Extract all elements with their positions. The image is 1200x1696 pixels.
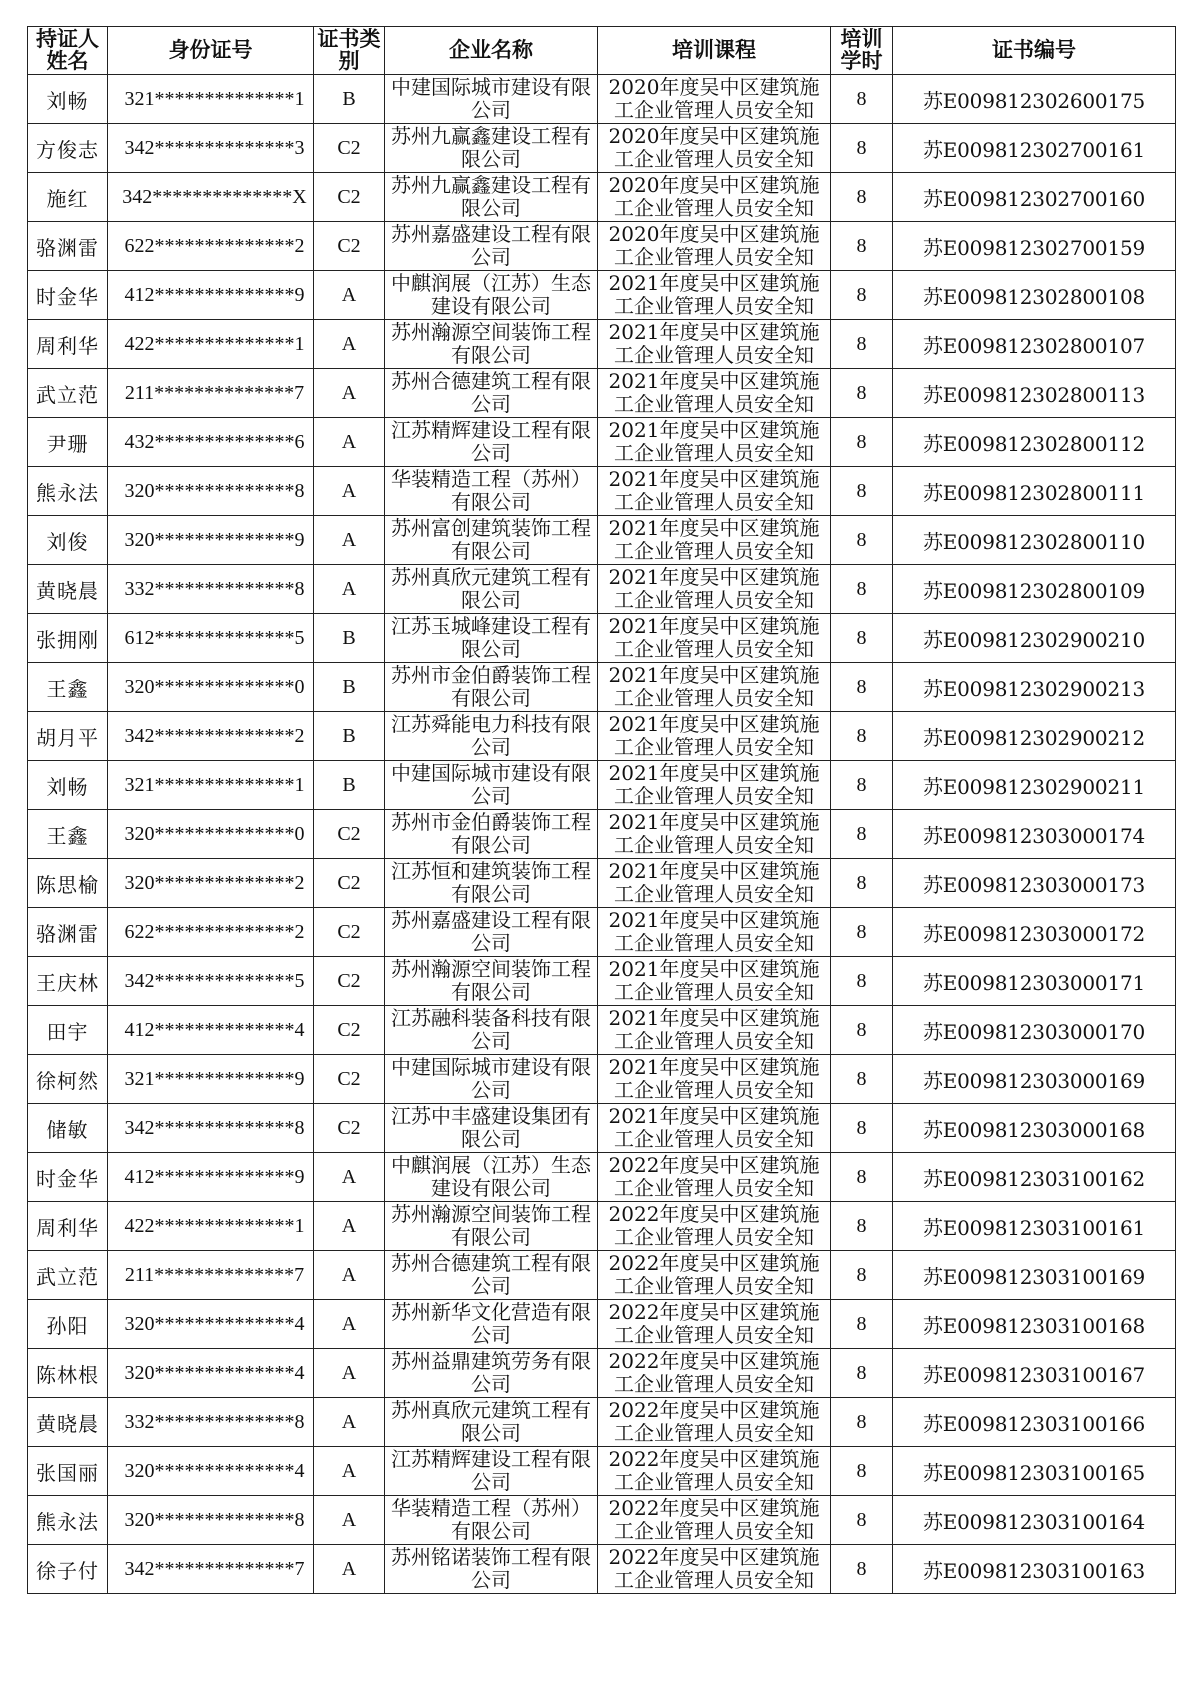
holder-name-cell: 徐柯然 (28, 1055, 108, 1104)
table-row (28, 1349, 1176, 1398)
holder-name-cell: 尹珊 (28, 418, 108, 467)
holder-name-cell: 陈思榆 (28, 859, 108, 908)
table-row (28, 810, 1176, 859)
course-cell: 2020年度吴中区建筑施工企业管理人员安全知 (598, 75, 831, 124)
table-row (28, 1104, 1176, 1153)
header-course: 培训课程 (598, 27, 831, 75)
company-cell: 华装精造工程（苏州）有限公司 (385, 467, 598, 516)
id-number-cell: 320**************2 (108, 859, 314, 908)
cert-number-cell: 苏E009812303100165 (893, 1447, 1176, 1496)
holder-name-cell: 熊永法 (28, 467, 108, 516)
id-number-cell: 321**************1 (108, 761, 314, 810)
company-cell: 苏州真欣元建筑工程有限公司 (385, 565, 598, 614)
course-cell: 2021年度吴中区建筑施工企业管理人员安全知 (598, 614, 831, 663)
table-row (28, 418, 1176, 467)
holder-name-cell: 熊永法 (28, 1496, 108, 1545)
holder-name-cell: 田宇 (28, 1006, 108, 1055)
holder-name-cell: 王鑫 (28, 663, 108, 712)
company-cell: 江苏舜能电力科技有限公司 (385, 712, 598, 761)
table-row (28, 614, 1176, 663)
id-number-cell: 622**************2 (108, 222, 314, 271)
header-company: 企业名称 (385, 27, 598, 75)
id-number-cell: 432**************6 (108, 418, 314, 467)
course-cell: 2021年度吴中区建筑施工企业管理人员安全知 (598, 761, 831, 810)
hours-cell: 8 (831, 1104, 893, 1153)
id-number-cell: 320**************4 (108, 1349, 314, 1398)
certificate-table (27, 26, 1176, 1594)
cert-number-cell: 苏E009812303000170 (893, 1006, 1176, 1055)
company-cell: 江苏恒和建筑装饰工程有限公司 (385, 859, 598, 908)
table-row (28, 565, 1176, 614)
hours-cell: 8 (831, 1496, 893, 1545)
company-cell: 苏州富创建筑装饰工程有限公司 (385, 516, 598, 565)
company-cell: 中建国际城市建设有限公司 (385, 761, 598, 810)
hours-cell: 8 (831, 761, 893, 810)
hours-cell: 8 (831, 859, 893, 908)
cert-type-cell: A (314, 1398, 385, 1447)
hours-cell: 8 (831, 271, 893, 320)
table-row (28, 859, 1176, 908)
course-cell: 2021年度吴中区建筑施工企业管理人员安全知 (598, 467, 831, 516)
table-row (28, 1545, 1176, 1594)
course-cell: 2020年度吴中区建筑施工企业管理人员安全知 (598, 222, 831, 271)
hours-cell: 8 (831, 1055, 893, 1104)
cert-type-cell: C2 (314, 908, 385, 957)
holder-name-cell: 胡月平 (28, 712, 108, 761)
header-cert-type: 证书类别 (314, 27, 385, 75)
company-cell: 苏州市金伯爵装饰工程有限公司 (385, 663, 598, 712)
id-number-cell: 320**************0 (108, 663, 314, 712)
company-cell: 江苏精辉建设工程有限公司 (385, 418, 598, 467)
holder-name-cell: 陈林根 (28, 1349, 108, 1398)
table-row (28, 1006, 1176, 1055)
hours-cell: 8 (831, 712, 893, 761)
course-cell: 2021年度吴中区建筑施工企业管理人员安全知 (598, 908, 831, 957)
id-number-cell: 320**************4 (108, 1447, 314, 1496)
cert-type-cell: A (314, 467, 385, 516)
cert-type-cell: A (314, 516, 385, 565)
cert-number-cell: 苏E009812302800112 (893, 418, 1176, 467)
company-cell: 江苏中丰盛建设集团有限公司 (385, 1104, 598, 1153)
table-row (28, 957, 1176, 1006)
holder-name-cell: 周利华 (28, 1202, 108, 1251)
id-number-cell: 321**************9 (108, 1055, 314, 1104)
id-number-cell: 321**************1 (108, 75, 314, 124)
cert-type-cell: C2 (314, 222, 385, 271)
cert-number-cell: 苏E009812303100169 (893, 1251, 1176, 1300)
table-row (28, 173, 1176, 222)
table-row (28, 1251, 1176, 1300)
cert-number-cell: 苏E009812302900210 (893, 614, 1176, 663)
holder-name-cell: 孙阳 (28, 1300, 108, 1349)
id-number-cell: 320**************8 (108, 467, 314, 516)
company-cell: 江苏融科装备科技有限公司 (385, 1006, 598, 1055)
header-hours: 培训学时 (831, 27, 893, 75)
holder-name-cell: 张拥刚 (28, 614, 108, 663)
cert-number-cell: 苏E009812303000169 (893, 1055, 1176, 1104)
id-number-cell: 332**************8 (108, 565, 314, 614)
cert-type-cell: A (314, 1545, 385, 1594)
table-row (28, 467, 1176, 516)
course-cell: 2021年度吴中区建筑施工企业管理人员安全知 (598, 320, 831, 369)
cert-number-cell: 苏E009812302800107 (893, 320, 1176, 369)
hours-cell: 8 (831, 1300, 893, 1349)
holder-name-cell: 时金华 (28, 1153, 108, 1202)
cert-number-cell: 苏E009812303000168 (893, 1104, 1176, 1153)
table-row (28, 271, 1176, 320)
hours-cell: 8 (831, 467, 893, 516)
hours-cell: 8 (831, 1251, 893, 1300)
header-holder-name: 持证人姓名 (28, 27, 108, 75)
cert-number-cell: 苏E009812302900213 (893, 663, 1176, 712)
id-number-cell: 412**************9 (108, 271, 314, 320)
company-cell: 苏州铭诺装饰工程有限公司 (385, 1545, 598, 1594)
cert-type-cell: B (314, 614, 385, 663)
company-cell: 苏州合德建筑工程有限公司 (385, 369, 598, 418)
course-cell: 2022年度吴中区建筑施工企业管理人员安全知 (598, 1153, 831, 1202)
holder-name-cell: 黄晓晨 (28, 1398, 108, 1447)
id-number-cell: 342**************2 (108, 712, 314, 761)
table-row (28, 1300, 1176, 1349)
holder-name-cell: 黄晓晨 (28, 565, 108, 614)
cert-type-cell: B (314, 761, 385, 810)
holder-name-cell: 刘俊 (28, 516, 108, 565)
company-cell: 苏州九赢鑫建设工程有限公司 (385, 124, 598, 173)
table-row (28, 908, 1176, 957)
table-body (28, 75, 1176, 1594)
header-id-number: 身份证号 (108, 27, 314, 75)
cert-type-cell: A (314, 320, 385, 369)
holder-name-cell: 方俊志 (28, 124, 108, 173)
holder-name-cell: 刘畅 (28, 761, 108, 810)
cert-type-cell: A (314, 1202, 385, 1251)
holder-name-cell: 徐子付 (28, 1545, 108, 1594)
table-row (28, 663, 1176, 712)
company-cell: 苏州市金伯爵装饰工程有限公司 (385, 810, 598, 859)
cert-number-cell: 苏E009812303100166 (893, 1398, 1176, 1447)
cert-type-cell: A (314, 1447, 385, 1496)
company-cell: 华装精造工程（苏州）有限公司 (385, 1496, 598, 1545)
cert-number-cell: 苏E009812302600175 (893, 75, 1176, 124)
id-number-cell: 422**************1 (108, 320, 314, 369)
id-number-cell: 211**************7 (108, 1251, 314, 1300)
hours-cell: 8 (831, 1398, 893, 1447)
id-number-cell: 612**************5 (108, 614, 314, 663)
course-cell: 2022年度吴中区建筑施工企业管理人员安全知 (598, 1251, 831, 1300)
id-number-cell: 342**************5 (108, 957, 314, 1006)
course-cell: 2021年度吴中区建筑施工企业管理人员安全知 (598, 516, 831, 565)
holder-name-cell: 周利华 (28, 320, 108, 369)
hours-cell: 8 (831, 320, 893, 369)
hours-cell: 8 (831, 1153, 893, 1202)
hours-cell: 8 (831, 565, 893, 614)
cert-type-cell: C2 (314, 810, 385, 859)
cert-type-cell: A (314, 418, 385, 467)
holder-name-cell: 武立范 (28, 1251, 108, 1300)
course-cell: 2021年度吴中区建筑施工企业管理人员安全知 (598, 271, 831, 320)
cert-number-cell: 苏E009812303000173 (893, 859, 1176, 908)
company-cell: 苏州瀚源空间装饰工程有限公司 (385, 1202, 598, 1251)
cert-number-cell: 苏E009812302700159 (893, 222, 1176, 271)
company-cell: 中建国际城市建设有限公司 (385, 75, 598, 124)
hours-cell: 8 (831, 908, 893, 957)
company-cell: 苏州嘉盛建设工程有限公司 (385, 222, 598, 271)
company-cell: 中麒润展（江苏）生态建设有限公司 (385, 271, 598, 320)
course-cell: 2022年度吴中区建筑施工企业管理人员安全知 (598, 1202, 831, 1251)
table-row (28, 75, 1176, 124)
hours-cell: 8 (831, 614, 893, 663)
company-cell: 江苏精辉建设工程有限公司 (385, 1447, 598, 1496)
header-cert-number: 证书编号 (893, 27, 1176, 75)
header-row (28, 27, 1176, 75)
cert-number-cell: 苏E009812302800110 (893, 516, 1176, 565)
course-cell: 2020年度吴中区建筑施工企业管理人员安全知 (598, 173, 831, 222)
cert-number-cell: 苏E009812303000171 (893, 957, 1176, 1006)
table-header (28, 27, 1176, 75)
cert-type-cell: B (314, 712, 385, 761)
hours-cell: 8 (831, 957, 893, 1006)
cert-type-cell: B (314, 663, 385, 712)
course-cell: 2021年度吴中区建筑施工企业管理人员安全知 (598, 1055, 831, 1104)
id-number-cell: 320**************9 (108, 516, 314, 565)
table-row (28, 1202, 1176, 1251)
hours-cell: 8 (831, 222, 893, 271)
company-cell: 苏州九赢鑫建设工程有限公司 (385, 173, 598, 222)
id-number-cell: 342**************7 (108, 1545, 314, 1594)
hours-cell: 8 (831, 810, 893, 859)
course-cell: 2022年度吴中区建筑施工企业管理人员安全知 (598, 1398, 831, 1447)
hours-cell: 8 (831, 124, 893, 173)
holder-name-cell: 刘畅 (28, 75, 108, 124)
cert-type-cell: C2 (314, 859, 385, 908)
company-cell: 中麒润展（江苏）生态建设有限公司 (385, 1153, 598, 1202)
holder-name-cell: 施红 (28, 173, 108, 222)
cert-number-cell: 苏E009812302800109 (893, 565, 1176, 614)
hours-cell: 8 (831, 173, 893, 222)
hours-cell: 8 (831, 1545, 893, 1594)
holder-name-cell: 骆渊雷 (28, 908, 108, 957)
id-number-cell: 320**************4 (108, 1300, 314, 1349)
hours-cell: 8 (831, 516, 893, 565)
hours-cell: 8 (831, 369, 893, 418)
course-cell: 2022年度吴中区建筑施工企业管理人员安全知 (598, 1447, 831, 1496)
course-cell: 2021年度吴中区建筑施工企业管理人员安全知 (598, 957, 831, 1006)
holder-name-cell: 时金华 (28, 271, 108, 320)
id-number-cell: 320**************8 (108, 1496, 314, 1545)
cert-type-cell: A (314, 1251, 385, 1300)
hours-cell: 8 (831, 1006, 893, 1055)
course-cell: 2021年度吴中区建筑施工企业管理人员安全知 (598, 369, 831, 418)
table-row (28, 1447, 1176, 1496)
course-cell: 2021年度吴中区建筑施工企业管理人员安全知 (598, 1104, 831, 1153)
holder-name-cell: 骆渊雷 (28, 222, 108, 271)
cert-type-cell: A (314, 271, 385, 320)
cert-type-cell: A (314, 1300, 385, 1349)
holder-name-cell: 储敏 (28, 1104, 108, 1153)
table-row (28, 712, 1176, 761)
table-row (28, 369, 1176, 418)
cert-number-cell: 苏E009812302700160 (893, 173, 1176, 222)
id-number-cell: 211**************7 (108, 369, 314, 418)
id-number-cell: 332**************8 (108, 1398, 314, 1447)
course-cell: 2022年度吴中区建筑施工企业管理人员安全知 (598, 1349, 831, 1398)
cert-number-cell: 苏E009812302800108 (893, 271, 1176, 320)
cert-type-cell: C2 (314, 1055, 385, 1104)
cert-type-cell: C2 (314, 957, 385, 1006)
table-row (28, 1153, 1176, 1202)
holder-name-cell: 张国丽 (28, 1447, 108, 1496)
course-cell: 2021年度吴中区建筑施工企业管理人员安全知 (598, 663, 831, 712)
cert-type-cell: B (314, 75, 385, 124)
course-cell: 2022年度吴中区建筑施工企业管理人员安全知 (598, 1300, 831, 1349)
company-cell: 苏州益鼎建筑劳务有限公司 (385, 1349, 598, 1398)
cert-number-cell: 苏E009812303100168 (893, 1300, 1176, 1349)
company-cell: 中建国际城市建设有限公司 (385, 1055, 598, 1104)
cert-number-cell: 苏E009812302800113 (893, 369, 1176, 418)
table-row (28, 222, 1176, 271)
cert-number-cell: 苏E009812302900212 (893, 712, 1176, 761)
table-row (28, 516, 1176, 565)
hours-cell: 8 (831, 1202, 893, 1251)
company-cell: 苏州瀚源空间装饰工程有限公司 (385, 957, 598, 1006)
cert-type-cell: C2 (314, 1006, 385, 1055)
course-cell: 2021年度吴中区建筑施工企业管理人员安全知 (598, 1006, 831, 1055)
company-cell: 苏州真欣元建筑工程有限公司 (385, 1398, 598, 1447)
cert-type-cell: C2 (314, 1104, 385, 1153)
id-number-cell: 320**************0 (108, 810, 314, 859)
id-number-cell: 342**************8 (108, 1104, 314, 1153)
hours-cell: 8 (831, 1447, 893, 1496)
id-number-cell: 422**************1 (108, 1202, 314, 1251)
cert-type-cell: A (314, 369, 385, 418)
course-cell: 2021年度吴中区建筑施工企业管理人员安全知 (598, 712, 831, 761)
course-cell: 2022年度吴中区建筑施工企业管理人员安全知 (598, 1496, 831, 1545)
cert-number-cell: 苏E009812303100163 (893, 1545, 1176, 1594)
cert-number-cell: 苏E009812303100161 (893, 1202, 1176, 1251)
company-cell: 苏州合德建筑工程有限公司 (385, 1251, 598, 1300)
cert-number-cell: 苏E009812302900211 (893, 761, 1176, 810)
hours-cell: 8 (831, 75, 893, 124)
hours-cell: 8 (831, 663, 893, 712)
id-number-cell: 622**************2 (108, 908, 314, 957)
cert-type-cell: C2 (314, 124, 385, 173)
cert-type-cell: A (314, 565, 385, 614)
course-cell: 2022年度吴中区建筑施工企业管理人员安全知 (598, 1545, 831, 1594)
cert-number-cell: 苏E009812303100167 (893, 1349, 1176, 1398)
hours-cell: 8 (831, 1349, 893, 1398)
table-row (28, 761, 1176, 810)
course-cell: 2021年度吴中区建筑施工企业管理人员安全知 (598, 565, 831, 614)
cert-type-cell: A (314, 1153, 385, 1202)
table-row (28, 124, 1176, 173)
id-number-cell: 342**************3 (108, 124, 314, 173)
cert-type-cell: A (314, 1496, 385, 1545)
id-number-cell: 412**************4 (108, 1006, 314, 1055)
cert-number-cell: 苏E009812303100164 (893, 1496, 1176, 1545)
cert-number-cell: 苏E009812303100162 (893, 1153, 1176, 1202)
course-cell: 2021年度吴中区建筑施工企业管理人员安全知 (598, 418, 831, 467)
id-number-cell: 342**************X (108, 173, 314, 222)
table-row (28, 320, 1176, 369)
table-row (28, 1398, 1176, 1447)
course-cell: 2021年度吴中区建筑施工企业管理人员安全知 (598, 810, 831, 859)
id-number-cell: 412**************9 (108, 1153, 314, 1202)
table-row (28, 1055, 1176, 1104)
cert-number-cell: 苏E009812302800111 (893, 467, 1176, 516)
cert-type-cell: C2 (314, 173, 385, 222)
holder-name-cell: 王鑫 (28, 810, 108, 859)
holder-name-cell: 王庆林 (28, 957, 108, 1006)
company-cell: 苏州瀚源空间装饰工程有限公司 (385, 320, 598, 369)
table-row (28, 1496, 1176, 1545)
course-cell: 2020年度吴中区建筑施工企业管理人员安全知 (598, 124, 831, 173)
holder-name-cell: 武立范 (28, 369, 108, 418)
company-cell: 江苏玉城峰建设工程有限公司 (385, 614, 598, 663)
company-cell: 苏州新华文化营造有限公司 (385, 1300, 598, 1349)
cert-number-cell: 苏E009812302700161 (893, 124, 1176, 173)
company-cell: 苏州嘉盛建设工程有限公司 (385, 908, 598, 957)
cert-number-cell: 苏E009812303000172 (893, 908, 1176, 957)
hours-cell: 8 (831, 418, 893, 467)
course-cell: 2021年度吴中区建筑施工企业管理人员安全知 (598, 859, 831, 908)
cert-number-cell: 苏E009812303000174 (893, 810, 1176, 859)
cert-type-cell: A (314, 1349, 385, 1398)
